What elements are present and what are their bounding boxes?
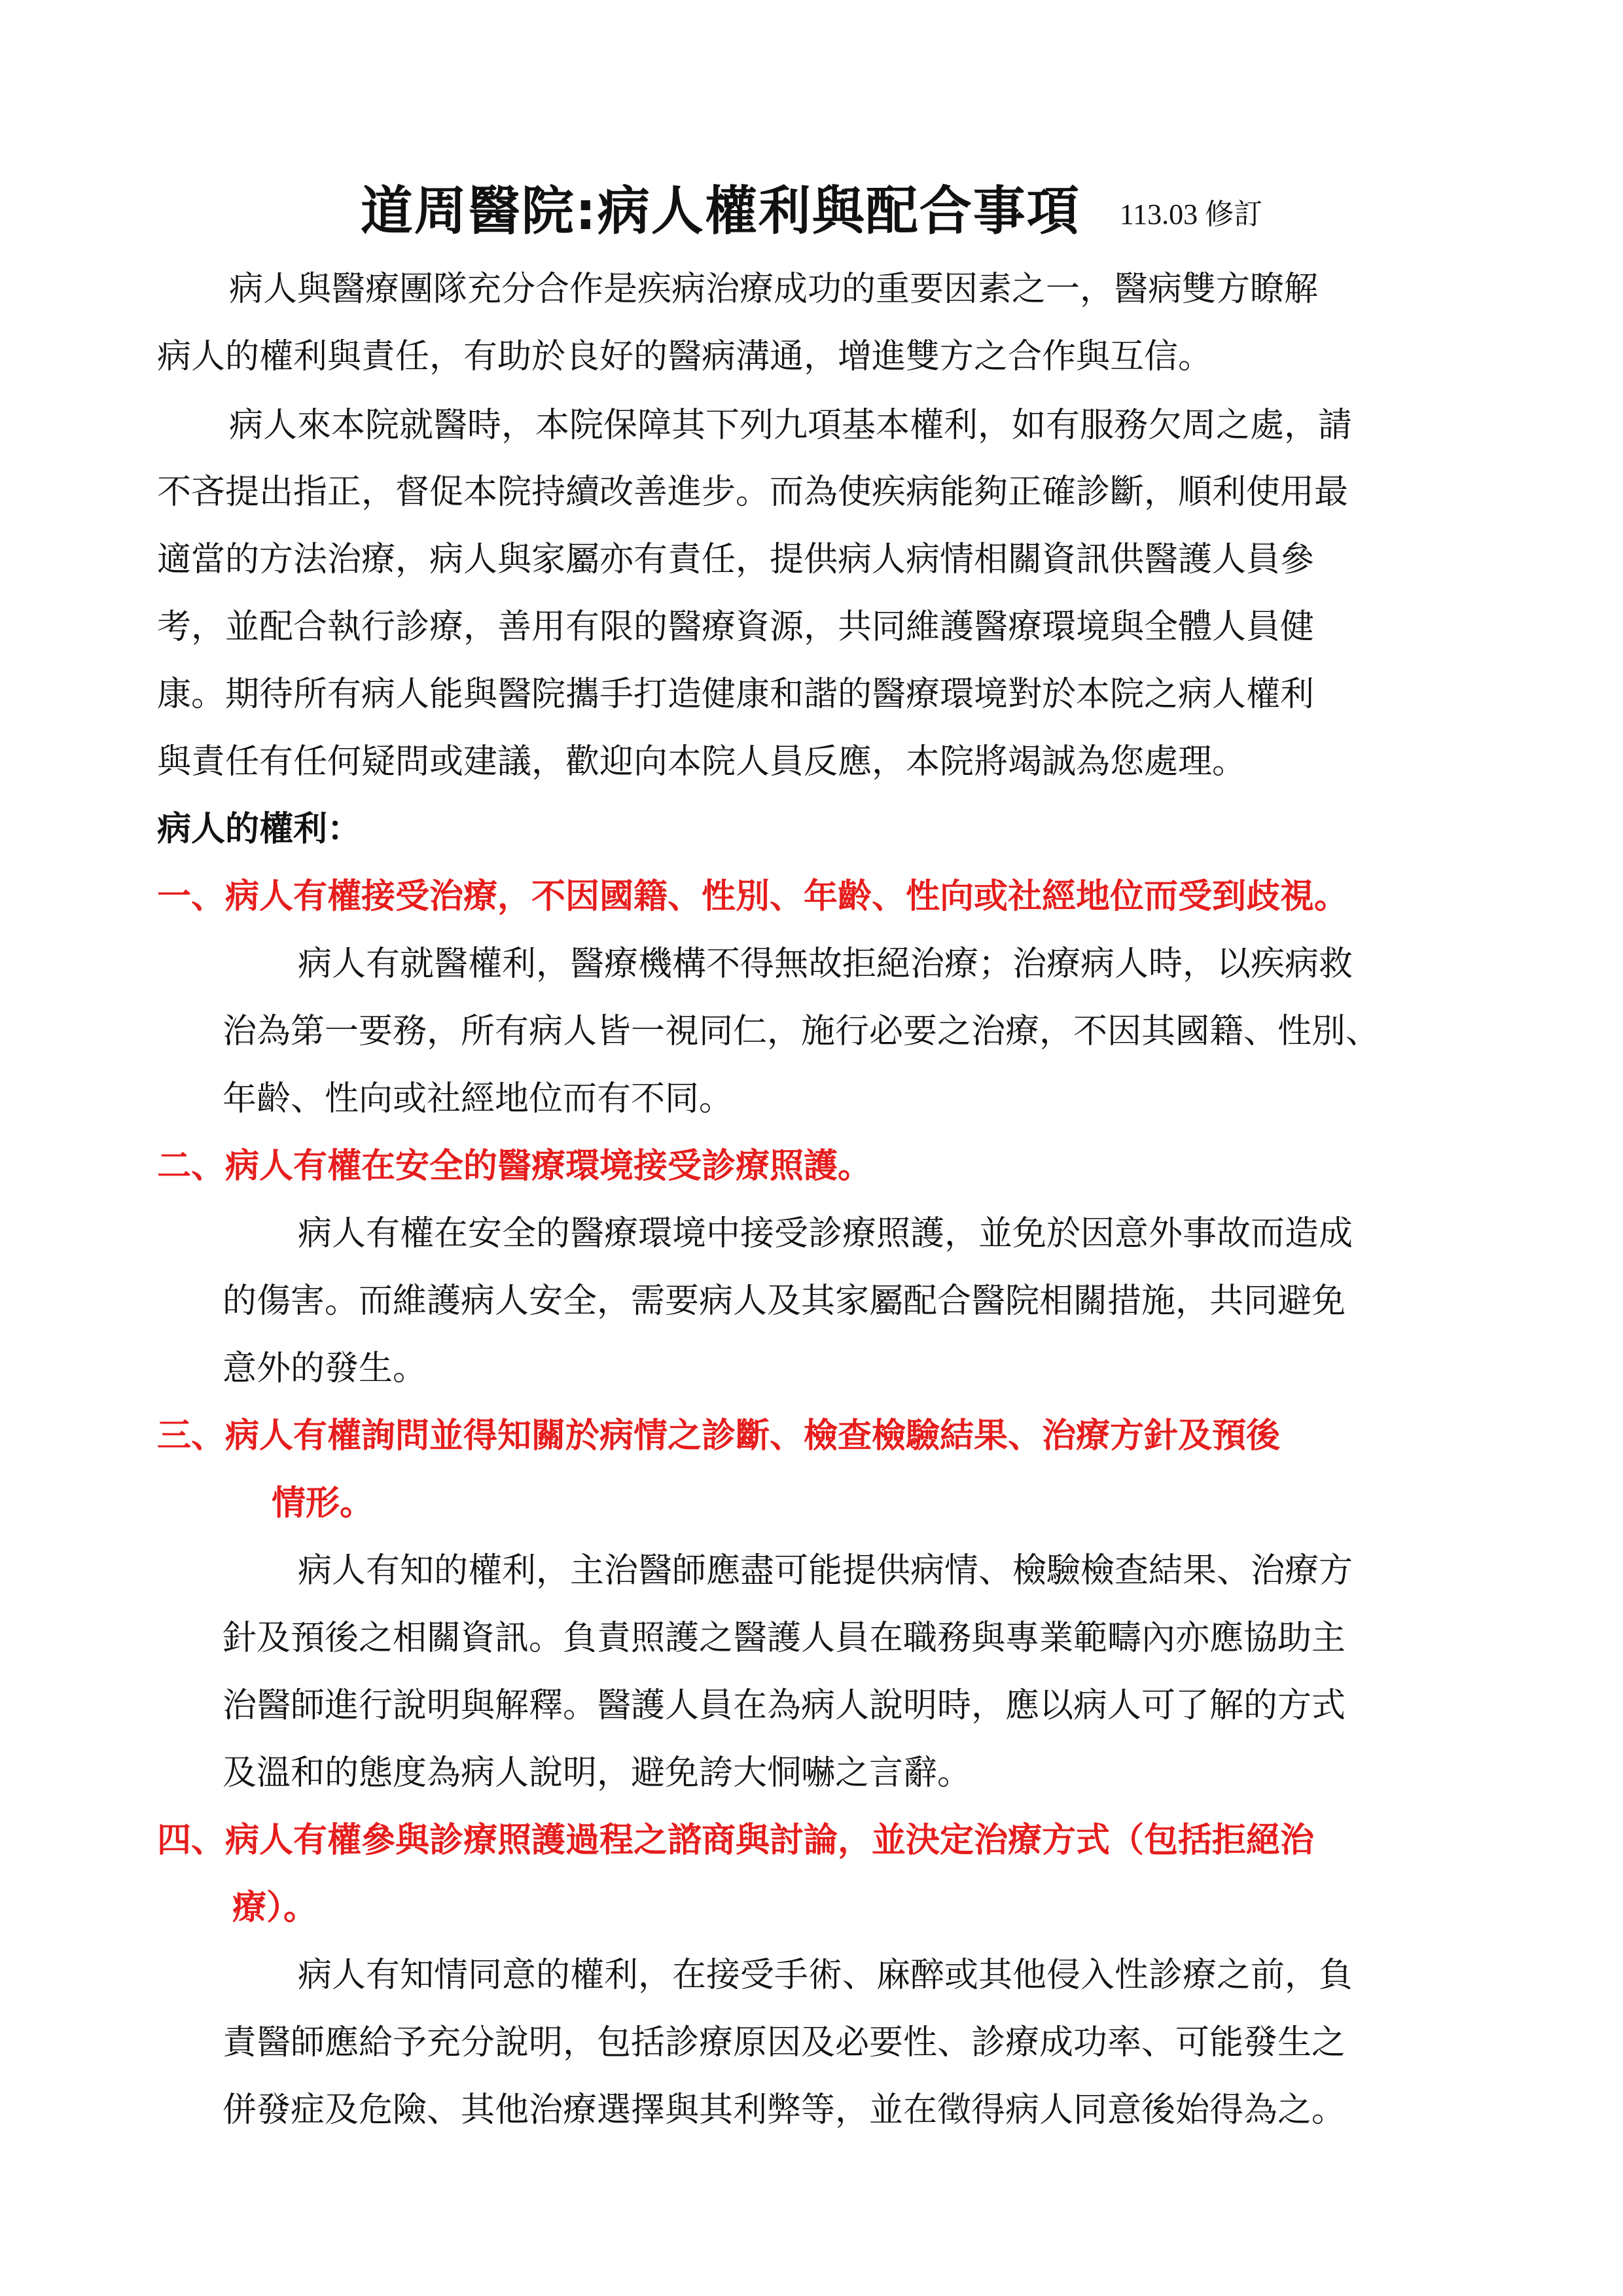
intro-line: 與責任有任何疑問或建議，歡迎向本院人員反應，本院將竭誠為您處理。 [157,742,1247,781]
intro-line: 病人的權利與責任，有助於良好的醫病溝通，增進雙方之合作與互信。 [157,337,1213,376]
intro-line: 康。期待所有病人能與醫院攜手打造健康和諧的醫療環境對於本院之病人權利 [157,675,1315,714]
right-body-line: 治為第一要務，所有病人皆一視同仁，施行必要之治療，不因其國籍、性別、 [223,1012,1380,1051]
intro-line: 不吝提出指正，督促本院持續改善進步。而為使疾病能夠正確診斷，順利使用最 [157,473,1349,512]
right-heading: 一、病人有權接受治療，不因國籍、性別、年齡、性向或社經地位而受到歧視。 [157,877,1349,916]
right-body-line: 及溫和的態度為病人說明，避免誇大恫嚇之言辭。 [223,1753,972,1793]
title-row [0,169,1623,244]
intro-line: 病人來本院就醫時，本院保障其下列九項基本權利，如有服務欠周之處，請 [229,406,1353,445]
right-body-line: 年齡、性向或社經地位而有不同。 [223,1079,734,1119]
right-body-line: 的傷害。而維護病人安全，需要病人及其家屬配合醫院相關措施，共同避免 [223,1282,1346,1321]
right-heading-continued: 情形。 [272,1484,374,1523]
right-body-line: 病人有權在安全的醫療環境中接受診療照護，並免於因意外事故而造成 [298,1214,1353,1253]
intro-line: 適當的方法治療，病人與家屬亦有責任，提供病人病情相關資訊供醫護人員參 [157,540,1315,579]
right-body-line: 病人有知情同意的權利，在接受手術、麻醉或其他侵入性診療之前，負 [298,1956,1353,1995]
right-body-line: 併發症及危險、其他治療選擇與其利弊等，並在徵得病人同意後始得為之。 [223,2090,1346,2130]
right-heading: 二、病人有權在安全的醫療環境接受診療照護。 [157,1147,872,1186]
right-body-line: 治醫師進行說明與解釋。醫護人員在為病人說明時，應以病人可了解的方式 [223,1686,1346,1725]
intro-line: 病人與醫療團隊充分合作是疾病治療成功的重要因素之一，醫病雙方瞭解 [229,270,1319,309]
revision-note: 113.03 修訂 [1119,198,1263,230]
right-heading: 四、病人有權參與診療照護過程之諮商與討論，並決定治療方式（包括拒絕治 [157,1821,1315,1860]
intro-line: 考，並配合執行診療，善用有限的醫療資源，共同維護醫療環境與全體人員健 [157,607,1315,647]
right-heading-continued: 療）。 [232,1888,318,1928]
right-heading: 三、病人有權詢問並得知關於病情之診斷、檢查檢驗結果、治療方針及預後 [157,1416,1281,1456]
right-body-line: 責醫師應給予充分說明，包括診療原因及必要性、診療成功率、可能發生之 [223,2023,1346,2062]
right-body-line: 針及預後之相關資訊。負責照護之醫護人員在職務與專業範疇內亦應協助主 [223,1619,1346,1658]
page-title: 道周醫院:病人權利與配合事項 [360,181,1080,242]
right-body-line: 意外的發生。 [223,1349,427,1388]
right-body-line: 病人有就醫權利，醫療機構不得無故拒絕治療；治療病人時，以疾病救 [298,944,1353,984]
rights-heading: 病人的權利： [157,810,362,849]
right-body-line: 病人有知的權利，主治醫師應盡可能提供病情、檢驗檢查結果、治療方 [298,1551,1353,1590]
